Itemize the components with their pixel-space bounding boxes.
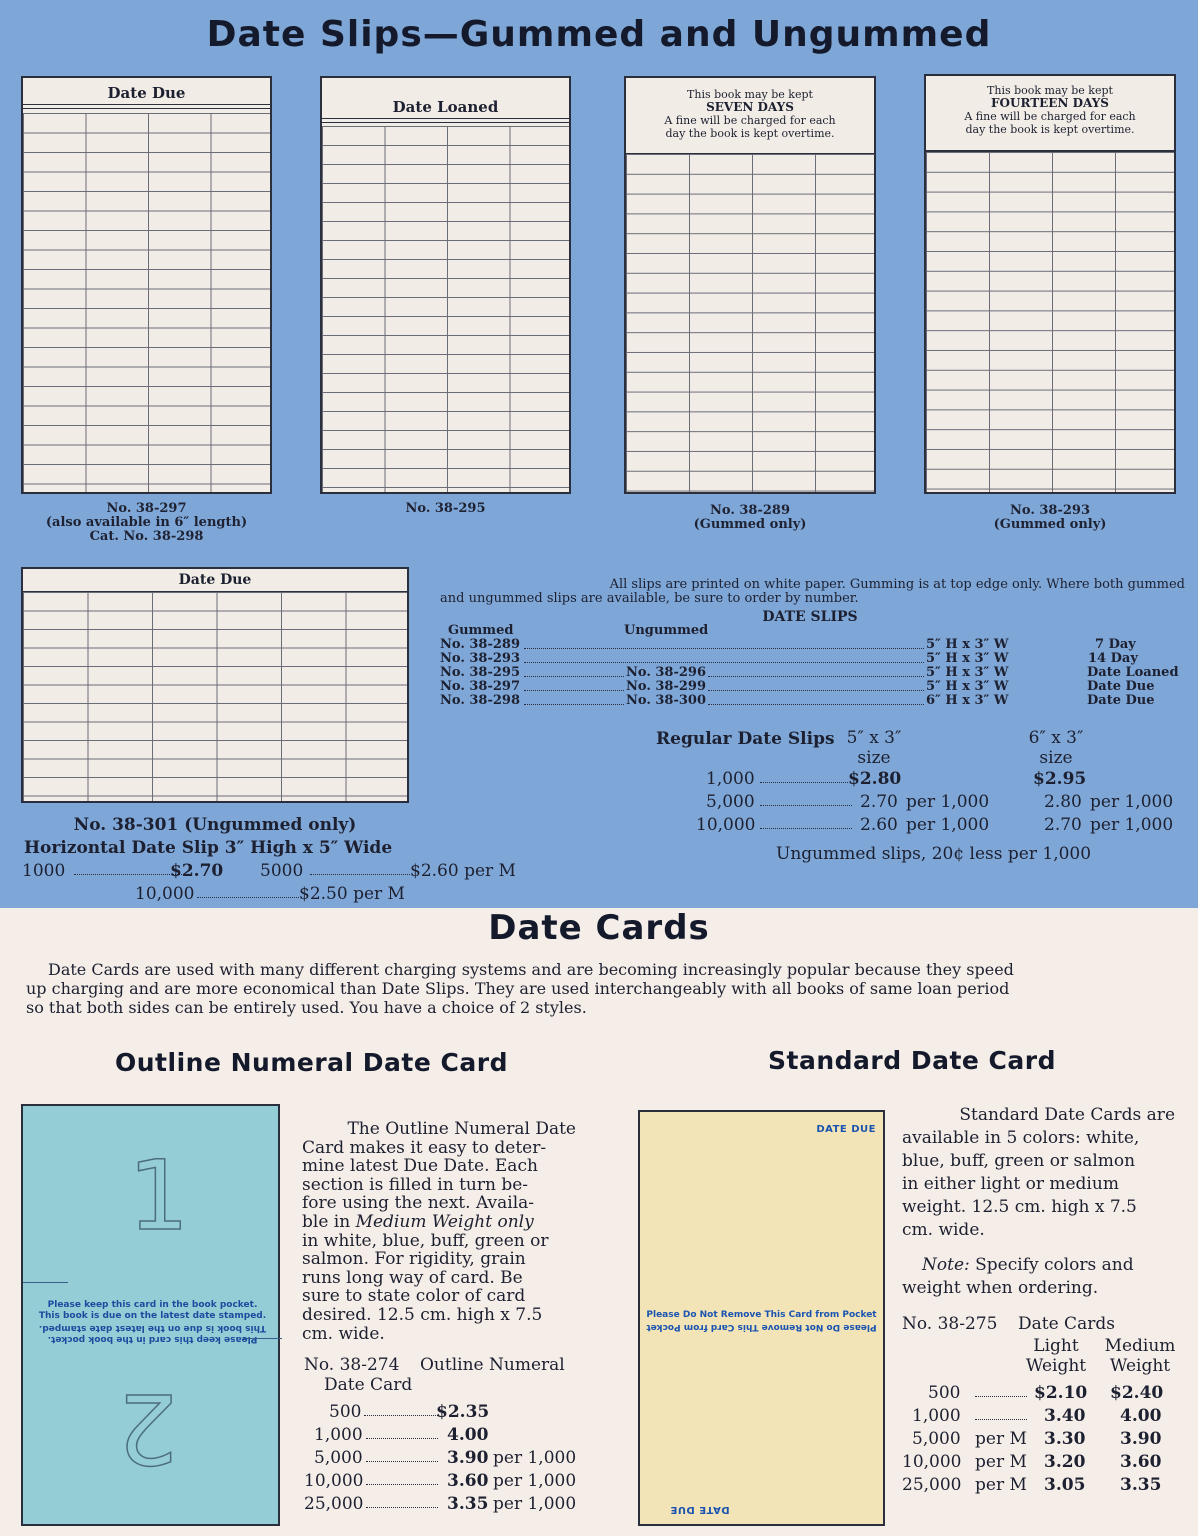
slip-header: Date Loaned	[392, 98, 499, 116]
outline-price-row: 25,000 3.35 per 1,000	[304, 1494, 577, 1514]
slip-header: Date Due	[178, 572, 252, 588]
horizontal-price-row: 1000 $2.70 5000 $2.60 per M	[22, 861, 516, 881]
standard-catalog-number: No. 38-275	[902, 1314, 998, 1334]
standard-price-row: 10,000 per M 3.20 3.60	[902, 1452, 1162, 1472]
slip-grid	[626, 153, 874, 492]
regular-col-5x3: 5″ x 3″ size	[846, 728, 902, 768]
date-cards-section	[0, 908, 1198, 1536]
slip-header: Date Due	[107, 84, 186, 102]
slip-caption: No. 38-289 (Gummed only)	[693, 503, 807, 532]
horizontal-price-row: 10,000 $2.50 per M	[135, 884, 405, 904]
horizontal-subtitle: Horizontal Date Slip 3″ High x 5″ Wide	[24, 838, 393, 858]
outline-catalog-name: Outline Numeral	[420, 1355, 565, 1375]
outline-numeral-card	[21, 1104, 280, 1526]
slip-date-due	[21, 76, 272, 494]
col-gummed: Gummed	[448, 623, 514, 638]
table-row: No. 38-298 No. 38-300 6″ H x 3″ W Date Due	[440, 693, 1155, 708]
date-cards-title: Date Cards	[488, 908, 710, 948]
standard-description: Standard Date Cards are available in 5 colors: white, blue, buff, green or salmon in either light or medium weight. 12.5 cm. high x 7.5 cm. wide.	[902, 1105, 1175, 1240]
slip-grid	[322, 126, 569, 492]
regular-row: 10,000 2.60 per 1,000 2.70 per 1,000	[696, 815, 1174, 835]
slip-grid	[23, 591, 407, 801]
slip-horizontal	[21, 567, 409, 803]
date-cards-intro: Date Cards are used with many different charging systems and are becoming increasingly popular because they speed up charging and are more economical than Date Slips. They are used interchangeably with all books of same loan period so that both sides can be entirely used. You have a choice of 2 styles.	[26, 960, 1014, 1017]
col-ungummed: Ungummed	[624, 623, 709, 638]
table-row: No. 38-297 No. 38-299 5″ H x 3″ W Date Due	[440, 679, 1155, 694]
date-slips-title: Date Slips—Gummed and Ungummed	[206, 14, 992, 55]
standard-catalog-name: Date Cards	[1018, 1314, 1115, 1334]
col-light-weight: Light Weight	[1025, 1336, 1087, 1376]
slip-header: This book may be kept FOURTEEN DAYS A fine will be charged for each day the book is kept overtime.	[964, 84, 1136, 136]
slip-date-loaned	[320, 76, 571, 494]
standard-price-row: 25,000 per M 3.05 3.35	[902, 1475, 1162, 1495]
slip-header: This book may be kept SEVEN DAYS A fine will be charged for each day the book is kept overtime.	[664, 88, 836, 140]
slip-seven-days	[624, 76, 876, 494]
outline-catalog-name-2: Date Card	[324, 1375, 413, 1395]
standard-date-card	[638, 1110, 885, 1526]
table-row: No. 38-295 No. 38-296 5″ H x 3″ W Date Loaned	[440, 665, 1179, 680]
regular-col-6x3: 6″ x 3″ size	[1028, 728, 1084, 768]
col-medium-weight: Medium Weight	[1104, 1336, 1176, 1376]
standard-price-row: 500 $2.10 $2.40	[928, 1383, 1164, 1403]
standard-note: Note: Specify colors and weight when ordering.	[902, 1255, 1134, 1298]
slips-info: All slips are printed on white paper. Gumming is at top edge only. Where both gummed and ungummed slips are available, be sure to order by number.	[440, 577, 1185, 606]
card-bottom-label: DATE DUE	[670, 1504, 730, 1515]
outline-price-row: 1,000 4.00	[314, 1425, 489, 1445]
card-mid-label: Please Do Not Remove This Card from Pocket Please Do Not Remove This Card from Pocket	[646, 1310, 877, 1332]
outline-price-row: 500 $2.35	[329, 1402, 490, 1422]
table-row: No. 38-289 5″ H x 3″ W 7 Day	[440, 637, 1136, 652]
regular-row: 1,000 $2.80 $2.95	[706, 769, 1087, 789]
numeral-two: 2	[117, 1372, 179, 1484]
outline-price-row: 10,000 3.60 per 1,000	[304, 1471, 577, 1491]
standard-price-row: 1,000 3.40 4.00	[912, 1406, 1162, 1426]
standard-price-row: 5,000 per M 3.30 3.90	[912, 1429, 1162, 1449]
outline-price-row: 5,000 3.90 per 1,000	[314, 1448, 577, 1468]
regular-label: Regular Date Slips	[656, 729, 835, 749]
slip-caption: No. 38-293 (Gummed only)	[993, 503, 1107, 532]
outline-heading: Outline Numeral Date Card	[115, 1048, 508, 1077]
card-instructions: Please keep this card in the book pocket. This book is due on the latest date stamped. This book is due on the latest date stamped. Please keep this card in the book pocket.	[38, 1300, 267, 1344]
ungummed-note: Ungummed slips, 20¢ less per 1,000	[776, 844, 1092, 864]
slip-grid	[23, 113, 270, 492]
slip-grid	[926, 150, 1174, 492]
table-row: No. 38-293 5″ H x 3″ W 14 Day	[440, 651, 1138, 666]
numeral-one: 1	[128, 1140, 190, 1252]
card-top-label: DATE DUE	[816, 1124, 876, 1135]
outline-description: The Outline Numeral Date Card makes it easy to deter- mine latest Due Date. Each section is filled in turn be- fore using the next. Availa- ble in Medium Weight only in white, blue, buff, green or salmon. For rigidity, grain runs long way of card. Be sure to state color of card desired. 12.5 cm. high x 7.5 cm. wide.	[302, 1119, 576, 1344]
slip-fourteen-days	[924, 74, 1176, 494]
horizontal-caption: No. 38-301 (Ungummed only)	[73, 815, 357, 835]
slip-caption: No. 38-297 (also available in 6″ length) Cat. No. 38-298	[45, 501, 248, 544]
date-slips-table-title: DATE SLIPS	[762, 609, 858, 625]
outline-catalog-number: No. 38-274	[304, 1355, 400, 1375]
standard-heading: Standard Date Card	[768, 1046, 1056, 1075]
regular-row: 5,000 2.70 per 1,000 2.80 per 1,000	[706, 792, 1174, 812]
slip-caption: No. 38-295	[405, 501, 486, 516]
